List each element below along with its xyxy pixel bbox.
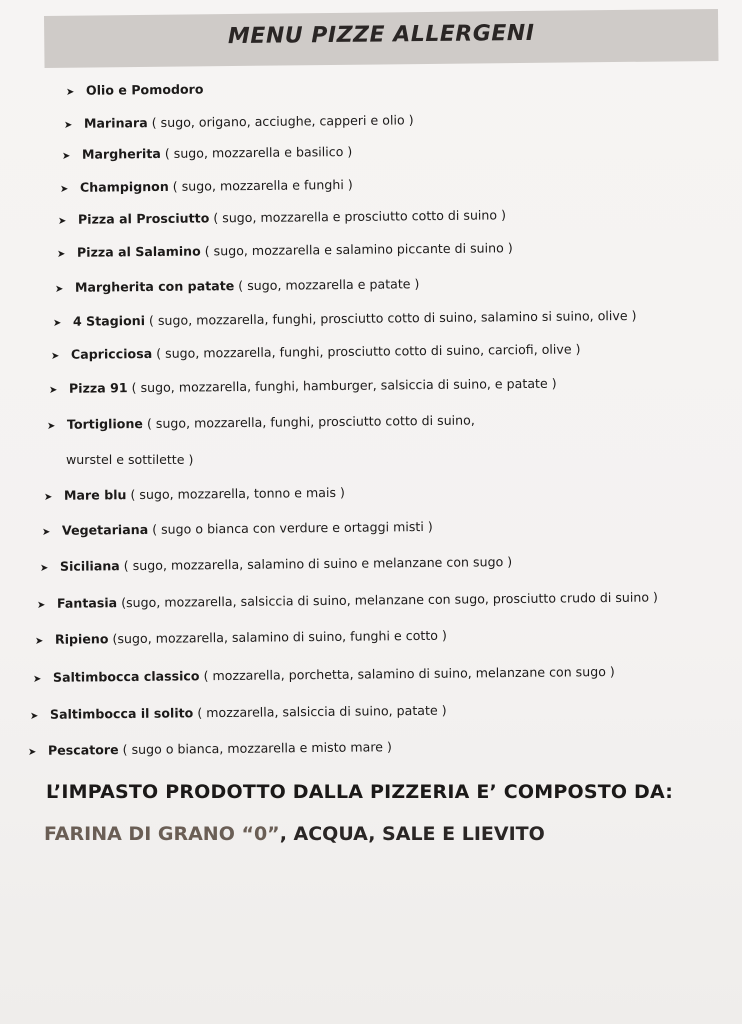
list-item: ➤ Tortiglione ( sugo, mozzarella, funghi, prosciutto cotto di suino, [47, 413, 475, 435]
list-item: ➤ Olio e Pomodoro [66, 82, 204, 101]
arrowhead-icon: ➤ [63, 119, 73, 131]
list-item: ➤ Pizza al Prosciutto ( sugo, mozzarella e prosciutto cotto di suino ) [58, 207, 506, 230]
list-item: ➤ Vegetariana ( sugo o bianca con verdure e ortaggi misti ) [42, 519, 433, 541]
arrowhead-icon: ➤ [41, 526, 51, 538]
arrowhead-icon: ➤ [36, 599, 46, 611]
arrowhead-icon: ➤ [29, 710, 39, 722]
list-item: ➤ Siciliana ( sugo, mozzarella, salamino di suino e melanzane con sugo ) [40, 554, 512, 577]
arrowhead-icon: ➤ [50, 350, 60, 362]
arrowhead-icon: ➤ [43, 491, 53, 503]
arrowhead-icon: ➤ [65, 86, 75, 98]
list-item: ➤ Mare blu ( sugo, mozzarella, tonno e mais ) [44, 485, 345, 506]
list-item-continuation: wurstel e sottilette ) [66, 452, 194, 467]
arrowhead-icon: ➤ [27, 746, 37, 758]
arrowhead-icon: ➤ [34, 635, 44, 647]
arrowhead-icon: ➤ [61, 150, 71, 162]
arrowhead-icon: ➤ [54, 283, 64, 295]
arrowhead-icon: ➤ [46, 420, 56, 432]
list-item: ➤ Ripieno (sugo, mozzarella, salamino di suino, funghi e cotto ) [35, 628, 447, 650]
arrowhead-icon: ➤ [56, 248, 66, 260]
list-item: ➤ Margherita ( sugo, mozzarella e basilico ) [62, 144, 353, 165]
list-item: ➤ Pizza 91 ( sugo, mozzarella, funghi, hamburger, salsiccia di suino, e patate ) [49, 376, 557, 399]
list-item: ➤ Saltimbocca classico ( mozzarella, porchetta, salamino di suino, melanzane con sugo ) [33, 664, 615, 688]
list-item: ➤ Pizza al Salamino ( sugo, mozzarella e salamino piccante di suino ) [57, 240, 513, 263]
list-item: ➤ 4 Stagioni ( sugo, mozzarella, funghi, prosciutto cotto di suino, salamino si suino, olive ) [53, 308, 637, 332]
list-item: ➤ Marinara ( sugo, origano, acciughe, capperi e olio ) [64, 112, 414, 134]
arrowhead-icon: ➤ [48, 384, 58, 396]
list-item: ➤ Capricciosa ( sugo, mozzarella, funghi, prosciutto cotto di suino, carciofi, olive ) [51, 341, 581, 365]
arrowhead-icon: ➤ [59, 183, 69, 195]
list-item: ➤ Saltimbocca il solito ( mozzarella, salsiccia di suino, patate ) [30, 703, 447, 725]
dough-ingredients: FARINA DI GRANO “0”, ACQUA, SALE E LIEVITO [44, 823, 545, 845]
list-item: ➤ Champignon ( sugo, mozzarella e funghi ) [60, 177, 353, 198]
dough-heading: L’IMPASTO PRODOTTO DALLA PIZZERIA E’ COMPOSTO DA: [46, 781, 674, 803]
arrowhead-icon: ➤ [32, 673, 42, 685]
page-title: MENU PIZZE ALLERGENI [227, 20, 535, 50]
arrowhead-icon: ➤ [57, 215, 67, 227]
list-item: ➤ Margherita con patate ( sugo, mozzarella e patate ) [55, 276, 420, 298]
arrowhead-icon: ➤ [39, 562, 49, 574]
list-item: ➤ Fantasia (sugo, mozzarella, salsiccia di suino, melanzane con sugo, prosciutto crudo di suino ) [37, 589, 658, 614]
list-item: ➤ Pescatore ( sugo o bianca, mozzarella e misto mare ) [28, 739, 392, 761]
arrowhead-icon: ➤ [52, 317, 62, 329]
